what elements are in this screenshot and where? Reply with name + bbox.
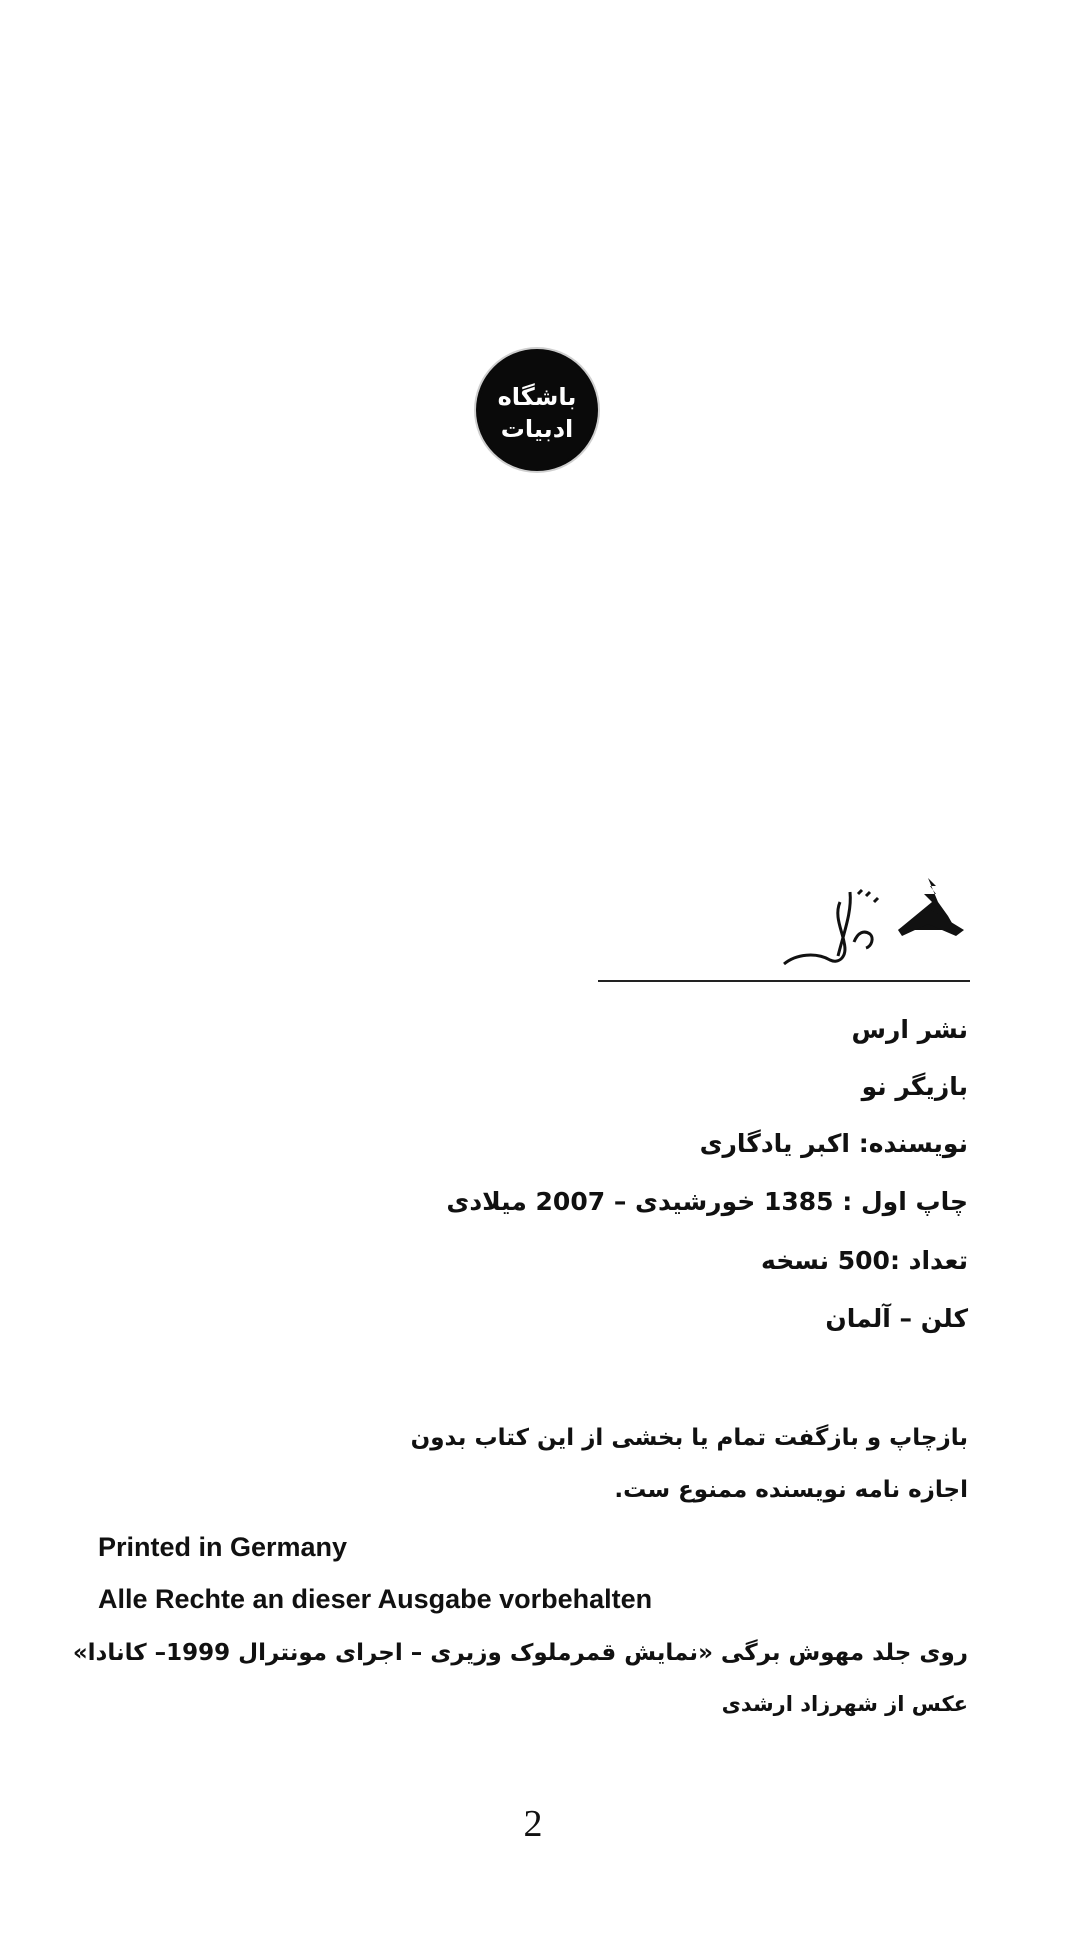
- club-logo-graphic: [476, 349, 598, 471]
- publisher-divider: [598, 980, 970, 982]
- publisher-calligraphy-dots: [858, 890, 878, 902]
- page-number: 2: [523, 1803, 543, 1845]
- place-line: کلن – آلمان: [825, 1304, 968, 1333]
- print-run-line: تعداد :500 نسخه: [761, 1246, 968, 1275]
- publisher-logo: [778, 872, 968, 976]
- author-line: نویسنده: اکبر یادگاری: [699, 1129, 968, 1158]
- club-logo-line2: ادبیات: [500, 415, 574, 443]
- club-logo: [476, 349, 598, 471]
- publisher-calligraphy-stroke-3: [854, 932, 872, 948]
- copyright-notice-line1: بازچاپ و بازگفت تمام یا بخشی از این کتاب بدون: [410, 1425, 968, 1451]
- edition-line: چاپ اول : 1385 خورشیدی – 2007 میلادی: [446, 1187, 968, 1216]
- club-logo-line1: باشگاه: [497, 383, 577, 411]
- photo-credit-line: عکس از شهرزاد ارشدی: [721, 1692, 968, 1716]
- printed-in-line: Printed in Germany: [98, 1532, 348, 1562]
- copyright-notice-line2: اجازه نامه نویسنده ممنوع ست.: [614, 1477, 968, 1503]
- publisher-name: نشر ارس: [851, 1015, 968, 1044]
- publisher-logo-graphic: [778, 872, 968, 976]
- publisher-calligraphy-stroke-1: [784, 902, 845, 964]
- cover-credit-line: روی جلد مهوش برگی «نمایش قمرملوک وزیری – اجرای مونترال 1999– کانادا»: [72, 1640, 968, 1666]
- book-title: بازیگر نو: [861, 1072, 968, 1101]
- rights-reserved-line: Alle Rechte an dieser Ausgabe vorbehalten: [98, 1584, 653, 1614]
